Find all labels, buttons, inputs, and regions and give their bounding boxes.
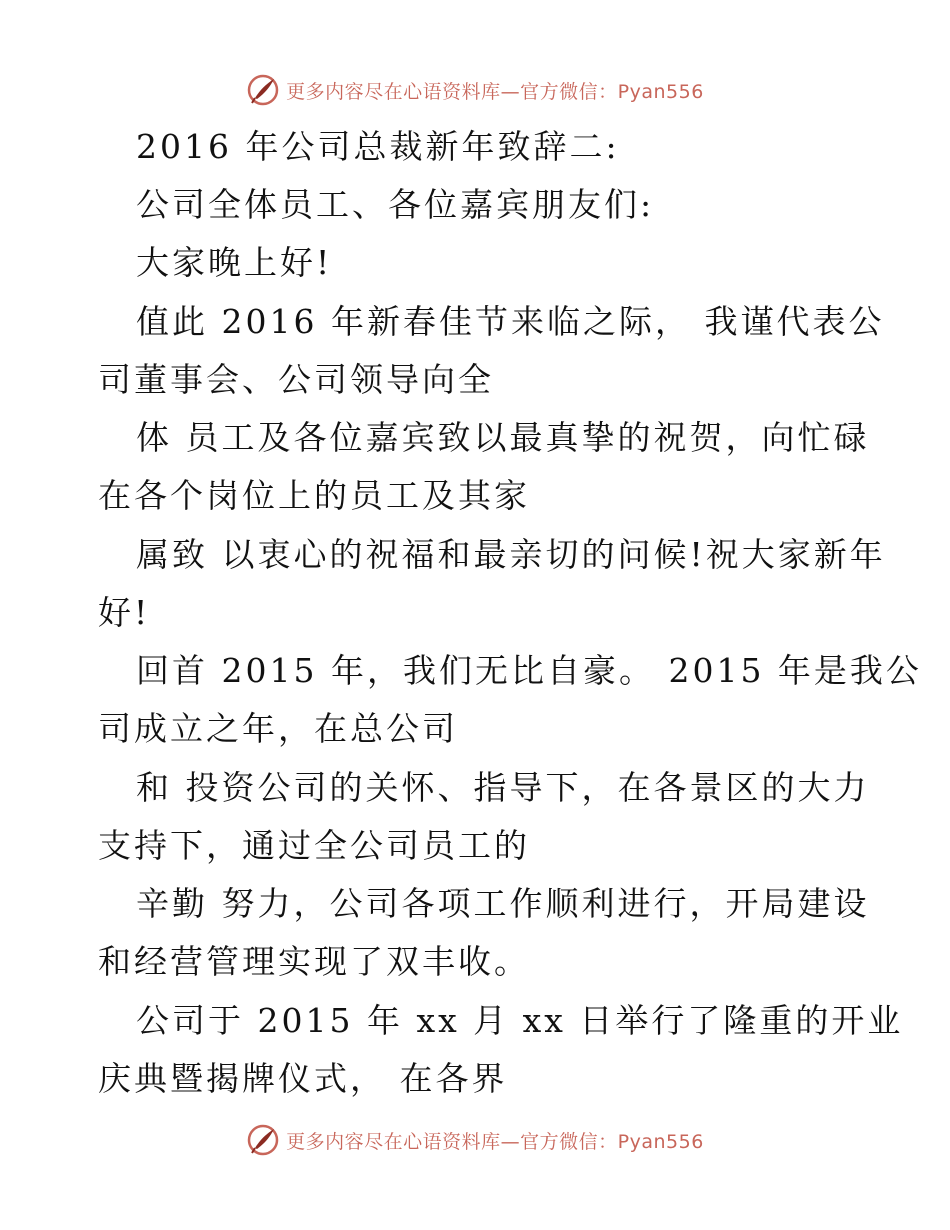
text-line: 公司于 2015 年 xx 月 xx 日举行了隆重的开业: [136, 1001, 904, 1040]
header-watermark: [0, 72, 950, 108]
text-line: 辛勤 努力，公司各项工作顺利进行，开局建设: [136, 884, 870, 923]
text-line: 司成立之年，在总公司: [98, 709, 458, 748]
text-line: 属致 以衷心的祝福和最亲切的问候!祝大家新年: [136, 535, 886, 574]
text-line: 值此 2016 年新春佳节来临之际， 我谨代表公: [136, 302, 885, 341]
text-line: 在各个岗位上的员工及其家: [98, 476, 530, 515]
text-line: 体 员工及各位嘉宾致以最真挚的祝贺，向忙碌: [136, 418, 870, 457]
text-line: 庆典暨揭牌仪式， 在各界: [98, 1059, 508, 1098]
footer-watermark: [0, 1122, 950, 1158]
text-line: 回首 2015 年，我们无比自豪。 2015 年是我公: [136, 651, 922, 690]
watermark-text: 更多内容尽在心语资料库—官方微信：Pyan556: [286, 1130, 704, 1153]
text-line: 和经营管理实现了双丰收。: [98, 942, 530, 981]
text-line: 公司全体员工、各位嘉宾朋友们:: [136, 185, 655, 224]
text-line: 和 投资公司的关怀、指导下，在各景区的大力: [136, 768, 870, 807]
feather-quill-logo-icon: [246, 1123, 280, 1157]
watermark-text: 更多内容尽在心语资料库—官方微信：Pyan556: [286, 80, 704, 103]
text-line: 2016 年公司总裁新年致辞二:: [136, 127, 620, 166]
text-line: 大家晚上好!: [136, 243, 333, 282]
text-line: 好!: [98, 593, 151, 632]
feather-quill-logo-icon: [246, 73, 280, 107]
text-line: 司董事会、公司领导向全: [98, 360, 494, 399]
text-line: 支持下，通过全公司员工的: [98, 826, 530, 865]
